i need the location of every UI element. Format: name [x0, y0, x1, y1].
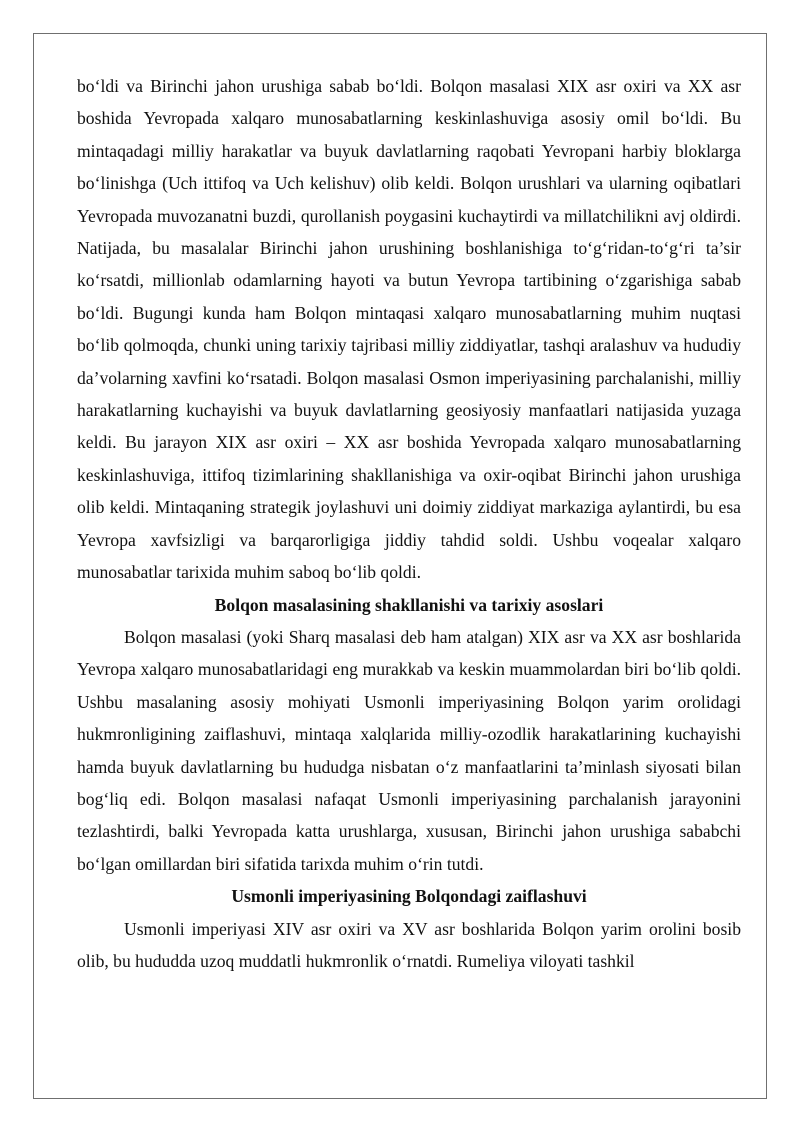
- document-body: [77, 70, 741, 977]
- section-heading-bolqon-masalasi: Bolqon masalasining shakllanishi va tarixiy asoslari: [214, 594, 604, 615]
- paragraph-bolqon-masalasi: Bolqon masalasi (yoki Sharq masalasi deb ham atalgan) XIX asr va XX asr boshlarida Yevropa xalqaro munosabatlaridagi eng murakkab va keskin muammolardan biri bo‘lib qoldi. Ushbu masalaning asosiy mohiyati Usmonli imperiyasining Bolqon yarim orolidagi hukmronligining zaiflashuvi, mintaqa xalqlarida milliy-ozodlik harakatlarining kuchayishi hamda buyuk davlatlarning bu hududga nisbatan o‘z manfaatlarini ta’minlash siyosati bilan bog‘liq edi. Bolqon masalasi nafaqat Usmonli imperiyasining parchalanish jarayonini tezlashtirdi, balki Yevropada katta urushlarga, xususan, Birinchi jahon urushiga sababchi bo‘lgan omillardan biri sifatida tarixda muhim o‘rin tutdi.: [77, 626, 741, 874]
- paragraph-usmonli-imperiyasi: Usmonli imperiyasi XIV asr oxiri va XV asr boshlarida Bolqon yarim orolini bosib olib, bu hududda uzoq muddatli hukmronlik o‘rnatdi. Rumeliya viloyati tashkil: [77, 918, 741, 971]
- paragraph-continuation: bo‘ldi va Birinchi jahon urushiga sabab bo‘ldi. Bolqon masalasi XIX asr oxiri va XX asr boshida Yevropada xalqaro munosabatlarning keskinlashuviga asosiy omil bo‘ldi. Bu mintaqadagi milliy harakatlar va buyuk davlatlarning raqobati Yevropani harbiy bloklarga bo‘linishga (Uch ittifoq va Uch kelishuv) olib keldi. Bolqon urushlari va ularning oqibatlari Yevropada muvozanatni buzdi, qurollanish poygasini kuchaytirdi va millatchilikni avj oldirdi. Natijada, bu masalalar Birinchi jahon urushining boshlanishiga to‘g‘ridan-to‘g‘ri ta’sir ko‘rsatdi, millionlab odamlarning hayoti va butun Yevropa tartibining o‘zgarishiga sabab bo‘ldi. Bugungi kunda ham Bolqon mintaqasi xalqaro munosabatlarning muhim nuqtasi bo‘lib qolmoqda, chunki uning tarixiy tajribasi milliy ziddiyatlar, tashqi aralashuv va hududiy da’volarning xavfini ko‘rsatadi. Bolqon masalasi Osmon imperiyasining parchalanishi, milliy harakatlarning kuchayishi va buyuk davlatlarning geosiyosiy manfaatlari natijasida yuzaga keldi. Bu jarayon XIX asr oxiri – XX asr boshida Yevropada xalqaro munosabatlarning keskinlashuviga, ittifoq tizimlarining shakllanishiga va oxir-oqibat Birinchi jahon urushiga olib keldi. Mintaqaning strategik joylashuvi uni doimiy ziddiyat markaziga aylantirdi, bu esa Yevropa xavfsizligi va barqarorligiga jiddiy tahdid soldi. Ushbu voqealar xalqaro munosabatlar tarixida muhim saboq bo‘lib qoldi.: [77, 76, 741, 583]
- section-heading-usmonli-zaiflashuvi: Usmonli imperiyasining Bolqondagi zaiflashuvi: [231, 886, 587, 907]
